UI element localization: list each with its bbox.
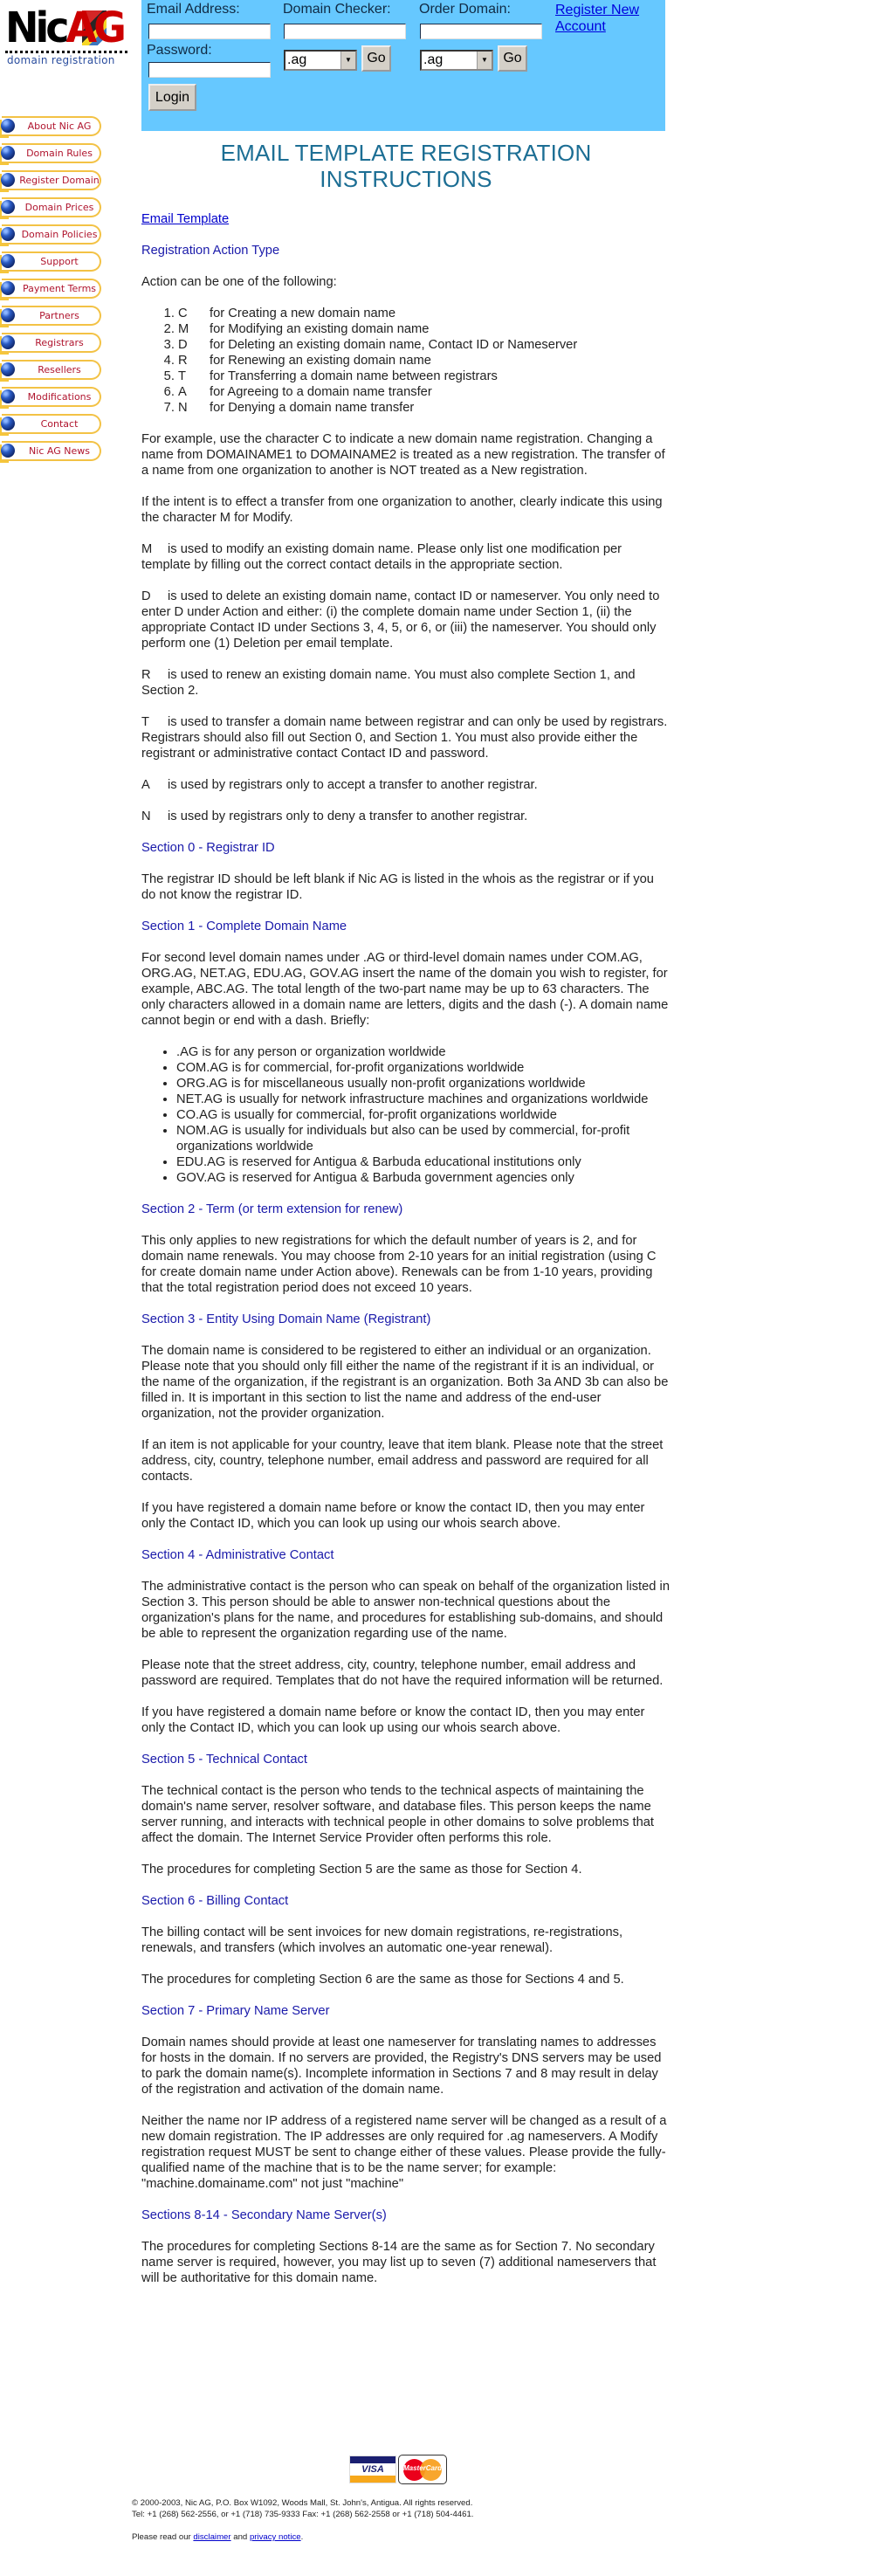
action-detail-code: R: [141, 668, 151, 682]
copyright-text: © 2000-2003, Nic AG, P.O. Box W1092, Woods Mall, St. John's, Antigua. All rights reserved.: [132, 2498, 473, 2508]
sidebar-item-label: Domain Prices: [24, 202, 94, 213]
password-label: Password:: [147, 43, 212, 58]
sidebar-item-label: Register Domain: [19, 175, 100, 186]
action-code: N: [178, 401, 188, 415]
action-detail-paragraph: [141, 809, 670, 824]
section-paragraph: If you have registered a domain name before or know the contact ID, then you may enter only the Contact ID, which you can look up using our whois search above.: [141, 1501, 645, 1531]
login-domain-bar: [141, 0, 665, 131]
section-heading: Section 2 - Term (or term extension for renew): [141, 1202, 403, 1216]
main-content: [141, 140, 670, 2302]
action-detail-code: D: [141, 589, 151, 603]
sidebar-item-label: Domain Rules: [26, 148, 93, 159]
section-paragraph: If you have registered a domain name before or know the contact ID, then you may enter only the Contact ID, which you can look up using our whois search above.: [141, 1705, 645, 1735]
page-title: EMAIL TEMPLATE REGISTRATION INSTRUCTIONS: [220, 140, 592, 192]
globe-bullet-icon: [1, 254, 15, 268]
domain-checker-input[interactable]: [284, 24, 406, 39]
sidebar-item-label: Resellers: [38, 364, 81, 375]
mastercard-logo: [398, 2455, 447, 2484]
tld-list-item: • EDU.AG is reserved for Antigua & Barbuda educational institutions only: [176, 1154, 670, 1170]
globe-bullet-icon: [1, 308, 15, 322]
section-paragraph: The domain name is considered to be registered to either an individual or an organization. Please note that you should only fill either the name of the registrant if it is an individual, or the name of the organization, if the registrant is an organization. Both 3a AND 3b can also be filled in. It is important in this section to list the name and address of the end-user organization, not the provider organization.: [141, 1344, 669, 1421]
email-input[interactable]: [148, 24, 271, 39]
mastercard-label: MasterCard: [402, 2464, 442, 2472]
action-detail-paragraph: [141, 541, 670, 573]
action-list-item: [178, 400, 670, 416]
globe-bullet-icon: [1, 281, 15, 295]
action-code: D: [178, 338, 188, 352]
tld-list-item: • COM.AG is for commercial, for-profit organizations worldwide: [176, 1060, 670, 1076]
action-detail-paragraph: [141, 667, 670, 699]
payment-cards: [349, 2455, 449, 2484]
sidebar-item-about-nic-ag[interactable]: [0, 116, 105, 138]
action-description: for Transferring a domain name between registrars: [210, 369, 498, 383]
sidebar-item-nic-ag-news[interactable]: [0, 441, 105, 463]
intent-paragraph: If the intent is to effect a transfer from one organization to another, clearly indicate this using the character M for Modify.: [141, 495, 663, 525]
section-heading: Section 6 - Billing Contact: [141, 1894, 289, 1908]
action-list-item: [178, 337, 670, 353]
globe-bullet-icon: [1, 444, 15, 458]
section-heading: Section 3 - Entity Using Domain Name (Registrant): [141, 1312, 431, 1326]
action-detail-text: is used to modify an existing domain name. Please only list one modification per template by filling out the correct contact details in the appropriate section.: [141, 542, 622, 572]
tld-list: [141, 1044, 670, 1186]
domain-checker-label: Domain Checker:: [283, 2, 391, 17]
sidebar-item-support[interactable]: [0, 251, 105, 273]
globe-bullet-icon: [1, 146, 15, 160]
sidebar-nav: [0, 116, 105, 468]
globe-bullet-icon: [1, 119, 15, 133]
section-paragraph: The procedures for completing Sections 8-14 are the same as for Section 7. No secondary name server is required, however, you may list up to seven (7) additional nameservers that will be authoritative for this domain name.: [141, 2240, 657, 2285]
sidebar-item-label: Registrars: [35, 337, 84, 348]
section-paragraph: The administrative contact is the person who can speak on behalf of the organization listed in Section 3. This person should be able to answer non-technical questions about the organization's plans for the name, and procedures for establishing sub-domains, and should be able to represent the organization regarding use of the name.: [141, 1580, 670, 1641]
chevron-down-icon: ▼: [340, 52, 355, 69]
sidebar-item-domain-policies[interactable]: [0, 224, 105, 246]
globe-bullet-icon: [1, 335, 15, 349]
sidebar-item-label: Nic AG News: [29, 445, 90, 457]
section-paragraph: The procedures for completing Section 5 are the same as those for Section 4.: [141, 1863, 582, 1877]
tld-list-item: • ORG.AG is for miscellaneous usually non-profit organizations worldwide: [176, 1076, 670, 1092]
action-description: for Deleting an existing domain name, Contact ID or Nameserver: [210, 338, 578, 352]
section-paragraph: This only applies to new registrations for which the default number of years is 2, and for domain name renewals. You may choose from 2-10 years for an initial registration (using C for create domain name under Action above). Renewals can be from 1-10 years, providing that the total registration period does not exceed 10 years.: [141, 1234, 657, 1295]
action-details: [141, 541, 670, 824]
page-footer: [132, 2497, 656, 2554]
action-code: T: [178, 369, 186, 383]
domain-checker-tld-select[interactable]: [284, 50, 357, 71]
action-description: for Denying a domain name transfer: [210, 401, 415, 415]
sidebar-item-register-domain[interactable]: [0, 170, 105, 192]
section-paragraph: The technical contact is the person who tends to the technical aspects of maintaining the domain's name server, resolver software, and database files. This person keeps the name server running, and interacts with technical people in other domains to solve problems that affect the domain. The Internet Service Provider often performs this role.: [141, 1784, 655, 1845]
action-description: for Agreeing to a domain name transfer: [210, 385, 432, 399]
section-paragraph: The procedures for completing Section 6 are the same as those for Sections 4 and 5.: [141, 1973, 624, 1987]
visa-logo: [349, 2455, 396, 2483]
sidebar-item-partners[interactable]: [0, 306, 105, 327]
tld-list-item: • NET.AG is usually for network infrastructure machines and organizations worldwide: [176, 1092, 670, 1107]
globe-bullet-icon: [1, 417, 15, 430]
globe-bullet-icon: [1, 200, 15, 214]
sidebar-item-label: Support: [40, 256, 79, 267]
logo-divider: [5, 51, 127, 53]
chevron-down-icon: ▼: [477, 52, 492, 69]
visa-label: VISA: [361, 2464, 384, 2475]
site-logo[interactable]: [5, 2, 127, 66]
sidebar-item-label: Partners: [39, 310, 79, 321]
section-heading: Sections 8-14 - Secondary Name Server(s): [141, 2208, 387, 2222]
action-code: C: [178, 307, 188, 320]
action-detail-text: is used by registrars only to accept a transfer to another registrar.: [168, 778, 538, 792]
action-detail-code: M: [141, 542, 153, 556]
password-input[interactable]: [148, 62, 271, 78]
section-paragraph: If an item is not applicable for your country, leave that item blank. Please note that the street address, city, country, telephone number, email address and password are required for all contacts.: [141, 1438, 664, 1484]
section-paragraph: Domain names should provide at least one nameserver for translating names to addresses for hosts in the domain. If no servers are provided, the Registry's DNS servers may be used to park the domain name(s). Incomplete information in Sections 7 and 8 may result in delay of the registration and activation of the domain name.: [141, 2035, 662, 2097]
action-detail-text: is used to transfer a domain name between registrar and can only be used by registrars. Registrars should also fill out Section 0, and Section 1. You must also provide either the registrant or administrative contact Contact ID and password.: [141, 715, 668, 761]
action-description: for Modifying an existing domain name: [210, 322, 430, 336]
sidebar-item-label: About Nic AG: [27, 121, 92, 132]
action-list-item: [178, 368, 670, 384]
logo-tagline: domain registration: [7, 54, 115, 66]
sections: [141, 840, 670, 2286]
sidebar-item-modifications[interactable]: [0, 387, 105, 409]
sidebar-item-domain-rules[interactable]: [0, 143, 105, 165]
section-heading: Section 7 - Primary Name Server: [141, 2004, 330, 2018]
action-list-item: [178, 384, 670, 400]
domain-checker-go-button[interactable]: Go: [361, 45, 391, 72]
action-detail-text: is used by registrars only to deny a transfer to another registrar.: [168, 809, 528, 823]
sidebar-item-contact[interactable]: [0, 414, 105, 436]
globe-bullet-icon: [1, 362, 15, 376]
order-domain-label: Order Domain:: [419, 2, 511, 17]
login-button[interactable]: Login: [148, 84, 196, 111]
section-paragraph: For second level domain names under .AG or third-level domain names under COM.AG, ORG.AG, NET.AG, EDU.AG, GOV.AG insert the name of the domain you wish to register, for example, ABC.AG. The total length of the two-part name may be up to 63 characters. The only characters allowed in a domain name are letters, digits and the dash (-). A domain name cannot begin or end with a dash. Briefly:: [141, 951, 669, 1028]
action-detail-paragraph: [141, 589, 670, 651]
sidebar-item-label: Contact: [40, 418, 79, 430]
register-new-account-link[interactable]: Register New Account: [555, 3, 640, 34]
order-domain-input[interactable]: [420, 24, 542, 39]
sidebar-item-label: Domain Policies: [21, 229, 98, 240]
notice-suffix: .: [300, 2532, 304, 2542]
sidebar-item-label: Modifications: [27, 391, 92, 403]
tld-list-item: • CO.AG is usually for commercial, for-profit organizations worldwide: [176, 1107, 670, 1123]
action-detail-paragraph: [141, 777, 670, 793]
example-paragraph: For example, use the character C to indicate a new domain name registration. Changing a name from DOMAINAME1 to DOMAINAME2 is treated as a new registration. The transfer of a name from one organization to another is NOT treated as a New registration.: [141, 432, 665, 478]
action-list-item: [178, 353, 670, 368]
tld-list-item: • .AG is for any person or organization worldwide: [176, 1044, 670, 1060]
sidebar-item-resellers[interactable]: [0, 360, 105, 382]
sidebar-item-domain-prices[interactable]: [0, 197, 105, 219]
action-code: A: [178, 385, 187, 399]
sidebar-item-payment-terms[interactable]: [0, 279, 105, 300]
action-detail-code: A: [141, 778, 150, 792]
section-paragraph: Please note that the street address, city, country, telephone number, email address and password are required. Templates that do not have the required information will be returned.: [141, 1658, 664, 1688]
action-list: [141, 306, 670, 416]
sidebar-item-registrars[interactable]: [0, 333, 105, 355]
domain-checker-tld-value: .ag: [287, 52, 307, 67]
notice-prefix: Please read our: [132, 2532, 191, 2542]
order-domain-tld-value: .ag: [423, 52, 444, 67]
section-heading-action-type: Registration Action Type: [141, 244, 280, 258]
tld-list-item: • GOV.AG is reserved for Antigua & Barbuda government agencies only: [176, 1170, 670, 1186]
section-heading: Section 4 - Administrative Contact: [141, 1548, 334, 1562]
email-label: Email Address:: [147, 2, 240, 17]
disclaimer-link[interactable]: disclaimer: [193, 2532, 231, 2542]
action-code: M: [178, 322, 189, 336]
action-intro: Action can be one of the following:: [141, 275, 337, 289]
notice-and: and: [233, 2532, 248, 2542]
action-detail-text: is used to delete an existing domain name, contact ID or nameserver. You only need to enter D under Action and either: (i) the complete domain name under Section 1, (ii) the appropriate Contact ID under Sections 3, 4, 5, or 6, or (iii) the nameserver. You should only perform one (1) Deletion per email template.: [141, 589, 660, 651]
section-heading: Section 0 - Registrar ID: [141, 841, 275, 855]
action-detail-paragraph: [141, 714, 670, 761]
section-heading: Section 1 - Complete Domain Name: [141, 920, 347, 933]
logo-wordmark: NicAG: [5, 2, 123, 52]
privacy-notice-link[interactable]: privacy notice: [249, 2532, 301, 2542]
section-paragraph: Neither the name nor IP address of a registered name server will be changed as a result of a new domain registration. The IP addresses are only required for .ag nameservers. A Modify registration request MUST be sent to change either of these values. Please provide the fully-qualified name of the machine that is to be the name server; for example: "machine.domainame.com" not just "machine": [141, 2114, 667, 2191]
action-code: R: [178, 354, 188, 368]
tld-list-item: • NOM.AG is usually for individuals but also can be used by commercial, for-profit organizations worldwide: [176, 1123, 670, 1154]
action-description: for Renewing an existing domain name: [210, 354, 431, 368]
action-description: for Creating a new domain name: [210, 307, 396, 320]
action-detail-code: N: [141, 809, 151, 823]
action-list-item: [178, 306, 670, 321]
email-template-link[interactable]: Email Template: [141, 212, 230, 226]
section-paragraph: The registrar ID should be left blank if Nic AG is listed in the whois as the registrar or if you do not know the registrar ID.: [141, 872, 654, 902]
globe-bullet-icon: [1, 227, 15, 241]
order-domain-go-button[interactable]: Go: [498, 45, 527, 72]
action-detail-text: is used to renew an existing domain name. You must also complete Section 1, and Section 2.: [141, 668, 636, 698]
action-list-item: [178, 321, 670, 337]
action-detail-code: T: [141, 715, 149, 729]
section-paragraph: The billing contact will be sent invoices for new domain registrations, re-registrations, renewals, and transfers (which involves an automatic one-year renewal).: [141, 1925, 623, 1955]
sidebar-item-label: Payment Terms: [22, 283, 97, 294]
globe-bullet-icon: [1, 173, 15, 187]
contact-text: Tel: +1 (268) 562-2556, or +1 (718) 735-9333 Fax: +1 (268) 562-2558 or +1 (718) 504-4461.: [132, 2510, 474, 2519]
order-domain-tld-select[interactable]: [420, 50, 493, 71]
section-heading: Section 5 - Technical Contact: [141, 1753, 307, 1767]
globe-bullet-icon: [1, 389, 15, 403]
